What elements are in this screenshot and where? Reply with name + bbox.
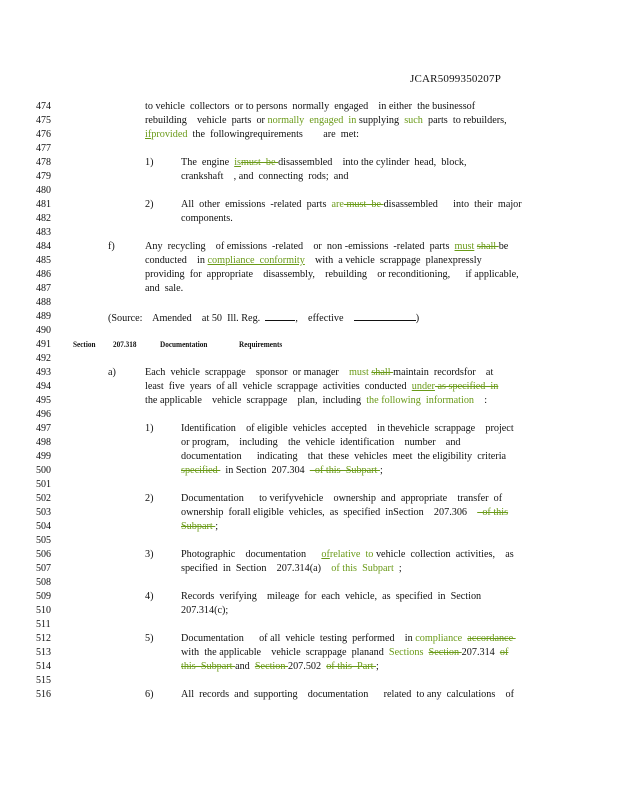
- text-run: be: [498, 241, 509, 252]
- text-run: and sale.: [145, 283, 184, 294]
- line-number: 508: [36, 577, 51, 588]
- text-run: 2): [145, 199, 154, 210]
- inserted-text: if: [145, 129, 152, 140]
- text-run: disassembled into the cylinder head, block,: [278, 157, 467, 168]
- text-run: ): [415, 313, 420, 324]
- line-number: 480: [36, 185, 51, 196]
- text-run: Identification of eligible vehicles accepted in thevehicle scrappage project: [181, 423, 514, 434]
- text-run: and: [235, 661, 255, 672]
- line-number: 500: [36, 465, 51, 476]
- line-number: 505: [36, 535, 51, 546]
- line-number: 494: [36, 381, 51, 392]
- text-run: specified in Section 207.314(a): [181, 563, 332, 574]
- text-run: a): [108, 367, 116, 378]
- line-number: 509: [36, 591, 51, 602]
- text-line: [145, 493, 154, 504]
- text-line: [145, 633, 154, 644]
- line-number: 493: [36, 367, 51, 378]
- line-number: 507: [36, 563, 51, 574]
- text-run: least five years of all vehicle scrappage activities conducted: [145, 381, 412, 392]
- text-run: Documentation to verifyvehicle ownership and appropriate transfer of: [181, 493, 503, 504]
- text-run: 1): [145, 423, 154, 434]
- text-line: [181, 563, 402, 574]
- text-run: in Section 207.304: [220, 465, 310, 476]
- text-line: [181, 647, 508, 658]
- text-run: 4): [145, 591, 154, 602]
- line-number: 514: [36, 661, 51, 672]
- text-run: ;: [215, 521, 219, 532]
- line-number: 483: [36, 227, 51, 238]
- inserted-text: must: [454, 241, 475, 252]
- text-line: [181, 465, 383, 476]
- line-number: 512: [36, 633, 51, 644]
- deleted-text: shall: [476, 241, 499, 252]
- text-run: All records and supporting documentation related to any calculations of: [181, 689, 514, 700]
- text-line: [181, 171, 348, 182]
- line-number: 496: [36, 409, 51, 420]
- text-line: [181, 507, 508, 518]
- text-line: [113, 339, 136, 349]
- document-id-header: JCAR5099350207P: [410, 73, 502, 85]
- text-line: [145, 367, 493, 378]
- line-number: 502: [36, 493, 51, 504]
- text-run: 3): [145, 549, 154, 560]
- text-line: [181, 437, 461, 448]
- line-number: 513: [36, 647, 51, 658]
- text-line: [145, 199, 154, 210]
- line-number: 504: [36, 521, 51, 532]
- text-run: f): [108, 241, 115, 252]
- line-number: 475: [36, 115, 51, 126]
- text-line: [145, 157, 154, 168]
- deleted-text: must be: [240, 157, 279, 168]
- text-run: 207.502: [287, 661, 327, 672]
- text-run: , effective: [295, 313, 354, 324]
- text-run: :: [474, 395, 488, 406]
- deleted-text: Subpart: [181, 521, 216, 532]
- text-line: [181, 605, 228, 616]
- text-run: supplying: [356, 115, 405, 126]
- deleted-text: of: [499, 647, 509, 658]
- deleted-text: this Subpart: [181, 661, 236, 672]
- text-run: rebuilding vehicle parts or: [145, 115, 268, 126]
- text-line: [145, 269, 519, 280]
- line-number: 485: [36, 255, 51, 266]
- inserted-text: compliance conformity: [207, 255, 305, 266]
- text-line: [181, 213, 233, 224]
- inserted-text: relative to: [329, 549, 374, 560]
- line-number: 486: [36, 269, 51, 280]
- text-line: [145, 283, 183, 294]
- text-line: [181, 633, 516, 644]
- line-number: 484: [36, 241, 51, 252]
- text-run: vehicle collection activities, as: [373, 549, 514, 560]
- deleted-text: as specified in: [434, 381, 499, 392]
- text-line: [145, 549, 154, 560]
- deleted-text: of this Part: [326, 661, 376, 672]
- line-number: 489: [36, 311, 51, 322]
- text-run: 5): [145, 633, 154, 644]
- deleted-text: shall: [371, 367, 394, 378]
- text-line: [181, 493, 502, 504]
- text-line: [108, 311, 419, 324]
- line-number: 499: [36, 451, 51, 462]
- text-run: documentation indicating that these vehicles meet the eligibility criteria: [181, 451, 507, 462]
- text-run: conducted in: [145, 255, 208, 266]
- line-number: 515: [36, 675, 51, 686]
- inserted-text: provided: [151, 129, 188, 140]
- inserted-text: compliance: [415, 633, 463, 644]
- text-run: ;: [379, 465, 383, 476]
- inserted-text: is: [234, 157, 241, 168]
- text-line: [181, 451, 506, 462]
- text-run: ownership forall eligible vehicles, as specified inSection 207.306: [181, 507, 478, 518]
- inserted-text: under: [411, 381, 435, 392]
- line-number: 501: [36, 479, 51, 490]
- text-run: Section: [73, 339, 96, 349]
- fill-in-blank: [354, 311, 416, 321]
- text-line: [145, 255, 482, 266]
- text-run: to vehicle collectors or to persons normally engaged in either the businessof: [145, 101, 476, 112]
- text-run: ;: [393, 563, 402, 574]
- line-number: 477: [36, 143, 51, 154]
- text-run: 207.314(c);: [181, 605, 229, 616]
- inserted-text: must: [348, 367, 369, 378]
- deleted-text: Section: [254, 661, 288, 672]
- deleted-text: of this Subpart: [309, 465, 380, 476]
- deleted-text: Section: [428, 647, 462, 658]
- text-line: [145, 689, 154, 700]
- text-run: providing for appropriate disassembly, rebuilding or reconditioning, if applicable,: [145, 269, 519, 280]
- text-line: [145, 591, 154, 602]
- text-line: [160, 339, 207, 349]
- line-number: 510: [36, 605, 51, 616]
- text-run: The engine: [181, 157, 235, 168]
- text-run: 207.318: [113, 339, 137, 349]
- text-line: [181, 661, 379, 672]
- text-run: Any recycling of emissions -related or non -emissions -related parts: [145, 241, 455, 252]
- text-line: [108, 241, 115, 252]
- text-line: [239, 339, 282, 349]
- text-run: with the applicable vehicle scrappage planand: [181, 647, 389, 658]
- text-line: [181, 549, 514, 560]
- text-line: [73, 339, 95, 349]
- text-run: Photographic documentation: [181, 549, 322, 560]
- deleted-text: of this: [477, 507, 509, 518]
- text-line: [181, 199, 522, 210]
- text-line: [181, 689, 514, 700]
- text-line: [145, 395, 487, 406]
- text-run: parts to rebuilders,: [422, 115, 507, 126]
- line-number: 474: [36, 101, 51, 112]
- text-line: [108, 367, 116, 378]
- line-number: 497: [36, 423, 51, 434]
- text-line: [145, 423, 154, 434]
- line-number: 479: [36, 171, 51, 182]
- text-run: the applicable vehicle scrappage plan, including: [145, 395, 367, 406]
- line-number: 495: [36, 395, 51, 406]
- text-line: [145, 101, 475, 112]
- text-line: [145, 115, 507, 126]
- text-run: All other emissions -related parts: [181, 199, 332, 210]
- line-number: 487: [36, 283, 51, 294]
- text-line: [181, 521, 218, 532]
- line-number: 482: [36, 213, 51, 224]
- line-number: 511: [36, 619, 51, 630]
- inserted-text: are: [331, 199, 344, 210]
- text-line: [145, 381, 498, 392]
- text-run: Each vehicle scrappage sponsor or manager: [145, 367, 349, 378]
- text-run: ;: [376, 661, 379, 672]
- text-run: Requirements: [239, 339, 283, 349]
- inserted-text: normally engaged in: [267, 115, 357, 126]
- inserted-text: of this Subpart: [331, 563, 394, 574]
- text-run: crankshaft , and connecting rods; and: [181, 171, 349, 182]
- line-number: 498: [36, 437, 51, 448]
- deleted-text: must be: [343, 199, 384, 210]
- line-number: 488: [36, 297, 51, 308]
- text-run: 1): [145, 157, 154, 168]
- line-number: 490: [36, 325, 51, 336]
- inserted-text: the following information: [366, 395, 475, 406]
- text-line: [145, 241, 508, 252]
- text-run: Records verifying mileage for each vehicle, as specified in Section: [181, 591, 482, 602]
- deleted-text: specified: [181, 465, 221, 476]
- text-run: 2): [145, 493, 154, 504]
- line-number: 492: [36, 353, 51, 364]
- line-number: 506: [36, 549, 51, 560]
- inserted-text: of: [321, 549, 330, 560]
- text-run: or program, including the vehicle identification number and: [181, 437, 461, 448]
- inserted-text: Sections: [388, 647, 424, 658]
- text-run: Documentation: [160, 339, 208, 349]
- text-run: (Source: Amended at 50 Ill. Reg.: [108, 313, 266, 324]
- fill-in-blank: [265, 311, 295, 321]
- text-run: Documentation of all vehicle testing performed in: [181, 633, 416, 644]
- deleted-text: accordance: [467, 633, 516, 644]
- line-number: 476: [36, 129, 51, 140]
- text-run: 6): [145, 689, 154, 700]
- text-line: [181, 591, 481, 602]
- line-number: 481: [36, 199, 51, 210]
- text-run: maintain recordsfor at: [393, 367, 494, 378]
- line-number: 478: [36, 157, 51, 168]
- text-line: [181, 423, 514, 434]
- line-number: 503: [36, 507, 51, 518]
- line-number: 516: [36, 689, 51, 700]
- line-number: 491: [36, 339, 51, 350]
- text-line: [181, 157, 467, 168]
- text-line: [145, 129, 359, 140]
- text-run: the followingrequirements are met:: [187, 129, 359, 140]
- text-run: components.: [181, 213, 233, 224]
- text-run: with a vehicle scrappage planexpressly: [304, 255, 482, 266]
- text-run: disassembled into their major: [383, 199, 522, 210]
- text-run: 207.314: [461, 647, 500, 658]
- inserted-text: such: [404, 115, 423, 126]
